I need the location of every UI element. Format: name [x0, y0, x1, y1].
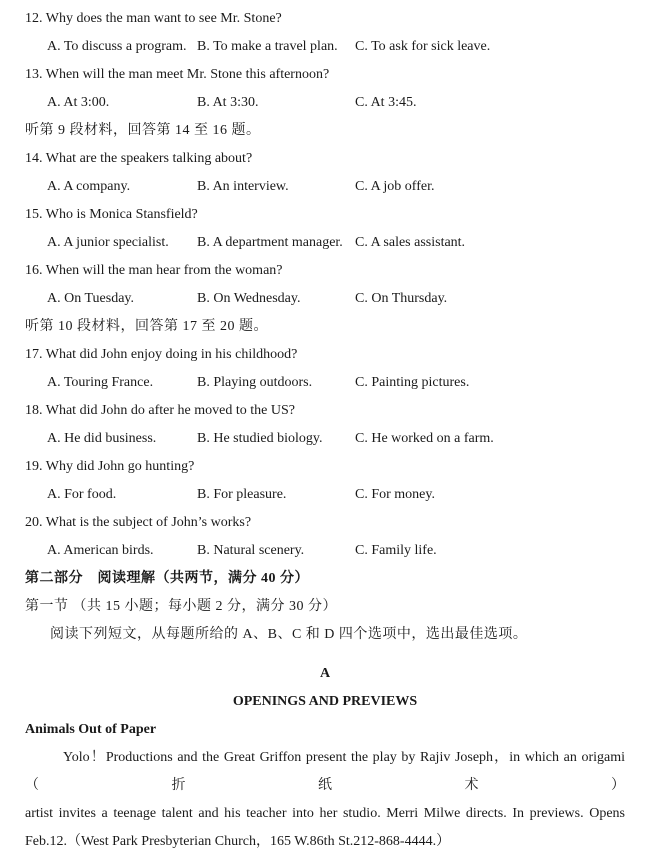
passage-paragraph	[25, 744, 625, 856]
option-a: A. For food.	[47, 487, 117, 502]
option-a: A. At 3:00.	[47, 95, 110, 110]
question-14-options	[25, 173, 625, 201]
option-c: C. At 3:45.	[355, 95, 417, 110]
option-b: B. Natural scenery.	[197, 543, 305, 558]
passage-subtitle: Animals Out of Paper	[25, 722, 157, 737]
passage-title: OPENINGS AND PREVIEWS	[232, 694, 418, 709]
option-b: B. A department manager.	[197, 235, 343, 250]
question-15-options	[25, 229, 625, 257]
question-16-options	[25, 285, 625, 313]
option-c: C. To ask for sick leave.	[355, 39, 491, 54]
paragraph-line: artist invites a teenage talent and his teacher into her studio. Merri Milwe directs. In previews. Opens	[25, 806, 625, 821]
question-12-options	[25, 33, 625, 61]
option-c: C. For money.	[355, 487, 435, 502]
question-13: 13. When will the man meet Mr. Stone this afternoon?	[25, 67, 330, 82]
question-20: 20. What is the subject of John’s works?	[25, 515, 252, 530]
option-b: B. Playing outdoors.	[197, 375, 313, 390]
option-a: A. Touring France.	[47, 375, 154, 390]
part2-header: 第二部分 阅读理解（共两节，满分 40 分）	[25, 571, 309, 586]
option-b: B. For pleasure.	[197, 487, 287, 502]
passage-label: A	[319, 666, 331, 681]
question-15: 15. Who is Monica Stansfield?	[25, 207, 198, 222]
option-a: A. A company.	[47, 179, 131, 194]
option-c: C. On Thursday.	[355, 291, 448, 306]
question-16: 16. When will the man hear from the woman?	[25, 263, 283, 278]
option-a: A. He did business.	[47, 431, 157, 446]
material-note-9: 听第 9 段材料，回答第 14 至 16 题。	[25, 123, 261, 138]
question-18-options	[25, 425, 625, 453]
option-b: B. An interview.	[197, 179, 289, 194]
option-c: C. A job offer.	[355, 179, 435, 194]
question-17-options	[25, 369, 625, 397]
part2-section-line: 第一节 （共 15 小题；每小题 2 分，满分 30 分）	[25, 599, 337, 614]
option-a: A. American birds.	[47, 543, 154, 558]
option-c: C. Family life.	[355, 543, 437, 558]
option-a: A. On Tuesday.	[47, 291, 134, 306]
option-b: B. On Wednesday.	[197, 291, 301, 306]
paragraph-line: Yolo！Productions and the Great Griffon present the play by Rajiv Joseph，in which an origami（折纸术）	[25, 750, 625, 793]
question-20-options	[25, 537, 625, 565]
question-18: 18. What did John do after he moved to the US?	[25, 403, 295, 418]
question-12: 12. Why does the man want to see Mr. Stone?	[25, 11, 282, 26]
option-c: C. He worked on a farm.	[355, 431, 494, 446]
question-19: 19. Why did John go hunting?	[25, 459, 195, 474]
question-13-options	[25, 89, 625, 117]
option-b: B. He studied biology.	[197, 431, 323, 446]
question-19-options	[25, 481, 625, 509]
question-14: 14. What are the speakers talking about?	[25, 151, 253, 166]
option-c: C. A sales assistant.	[355, 235, 466, 250]
paragraph-line: Feb.12.（West Park Presbyterian Church，165 W.86th St.212-868-4444.）	[25, 834, 451, 849]
option-c: C. Painting pictures.	[355, 375, 470, 390]
option-b: B. To make a travel plan.	[197, 39, 338, 54]
option-a: A. To discuss a program.	[47, 39, 187, 54]
part2-instruction: 阅读下列短文，从每题所给的 A、B、C 和 D 四个选项中，选出最佳选项。	[50, 627, 528, 642]
question-17: 17. What did John enjoy doing in his childhood?	[25, 347, 298, 362]
option-a: A. A junior specialist.	[47, 235, 169, 250]
option-b: B. At 3:30.	[197, 95, 259, 110]
material-note-10: 听第 10 段材料，回答第 17 至 20 题。	[25, 319, 268, 334]
